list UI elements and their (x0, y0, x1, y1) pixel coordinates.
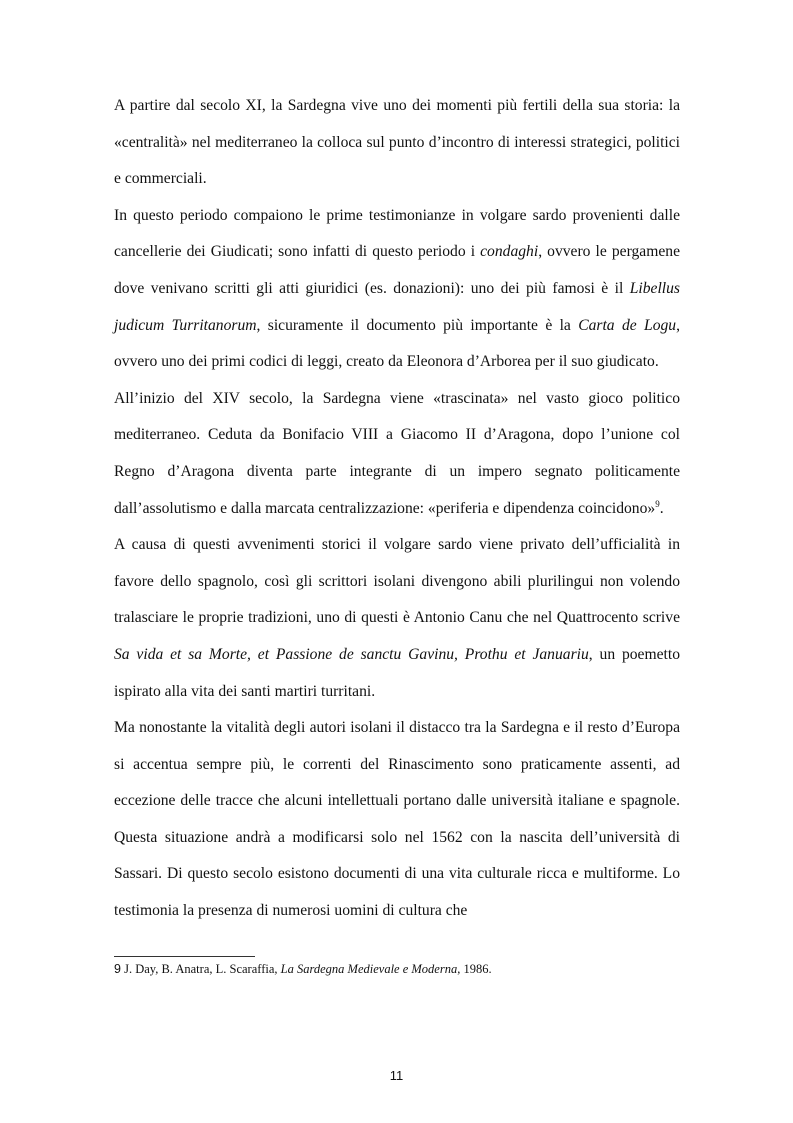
italic-title: Libellus judicum Turritanorum (114, 279, 680, 334)
text-segment: A partire dal secolo XI, la Sardegna vive uno dei momenti più fertili della sua storia: la «centralità» nel mediterraneo la colloca sul punto d’incontro di interessi strategici, politici e commerciali. (114, 97, 680, 188)
paragraph (114, 88, 680, 198)
text-segment: Ma nonostante la vitalità degli autori isolani il distacco tra la Sardegna e il resto d’Europa si accentua sempre più, le correnti del Rinascimento sono praticamente assenti, ad eccezione delle tracce che alcuni intellettuali portano dalle università italiane e spagnole. Questa situazione andrà a modificarsi solo nel 1562 con la nascita dell’università di Sassari. Di questo secolo esistono documenti di una vita culturale ricca e multiforme. Lo testimonia la presenza di numerosi uomini di cultura che (114, 719, 680, 920)
text-segment: All’inizio del XIV secolo, la Sardegna viene «trascinata» nel vasto gioco politico mediterraneo. Ceduta da Bonifacio VIII a Giacomo II d’Aragona, dopo l’unione col Regno d’Aragona diventa parte integrante di un impero segnato politicamente dall’assolutismo e dalla marcata centralizzazione: «periferia e dipendenza coincidono» (114, 389, 680, 517)
footnote (114, 961, 680, 977)
paragraph (114, 198, 680, 381)
text-segment: , un poemetto ispirato alla vita dei santi martiri turritani. (114, 645, 680, 700)
footnote-reference: 9 (655, 498, 660, 509)
text-segment: A causa di questi avvenimenti storici il volgare sardo viene privato dell’ufficialità in favore dello spagnolo, così gli scrittori isolani divengono abili plurilingui non volendo tralasciare le proprie tradizioni, uno di questi è Antonio Canu che nel Quattrocento scrive (114, 536, 680, 627)
paragraph (114, 710, 680, 930)
page-number: 11 (389, 1068, 404, 1083)
italic-title: condaghi (480, 243, 539, 261)
text-segment: In questo periodo compaiono le prime testimonianze in volgare sardo provenienti dalle cancellerie dei Giudicati; sono infatti di questo periodo i (114, 206, 680, 261)
paragraph (114, 527, 680, 710)
text-segment: , sicuramente il documento più importante è la (256, 316, 579, 334)
text-segment: . (659, 499, 664, 517)
footnote-year: , 1986. (457, 962, 492, 976)
italic-title: Sa vida et sa Morte, et Passione de sanctu Gavinu, Prothu et Januariu (114, 645, 589, 663)
paragraph (114, 381, 680, 527)
footnote-title: La Sardegna Medievale e Moderna (280, 962, 458, 976)
text-segment: , ovvero uno dei primi codici di leggi, creato da Eleonora d’Arborea per il suo giudicato. (114, 316, 680, 371)
body-text (114, 88, 680, 930)
footnote-authors: J. Day, B. Anatra, L. Scaraffia, (120, 962, 281, 976)
footnote-separator (114, 956, 255, 957)
footnote-number: 9 (114, 962, 121, 976)
italic-title: Carta de Logu (578, 316, 677, 334)
text-segment: , ovvero le pergamene dove venivano scritti gli atti giuridici (es. donazioni): uno dei più famosi è il (114, 243, 680, 297)
